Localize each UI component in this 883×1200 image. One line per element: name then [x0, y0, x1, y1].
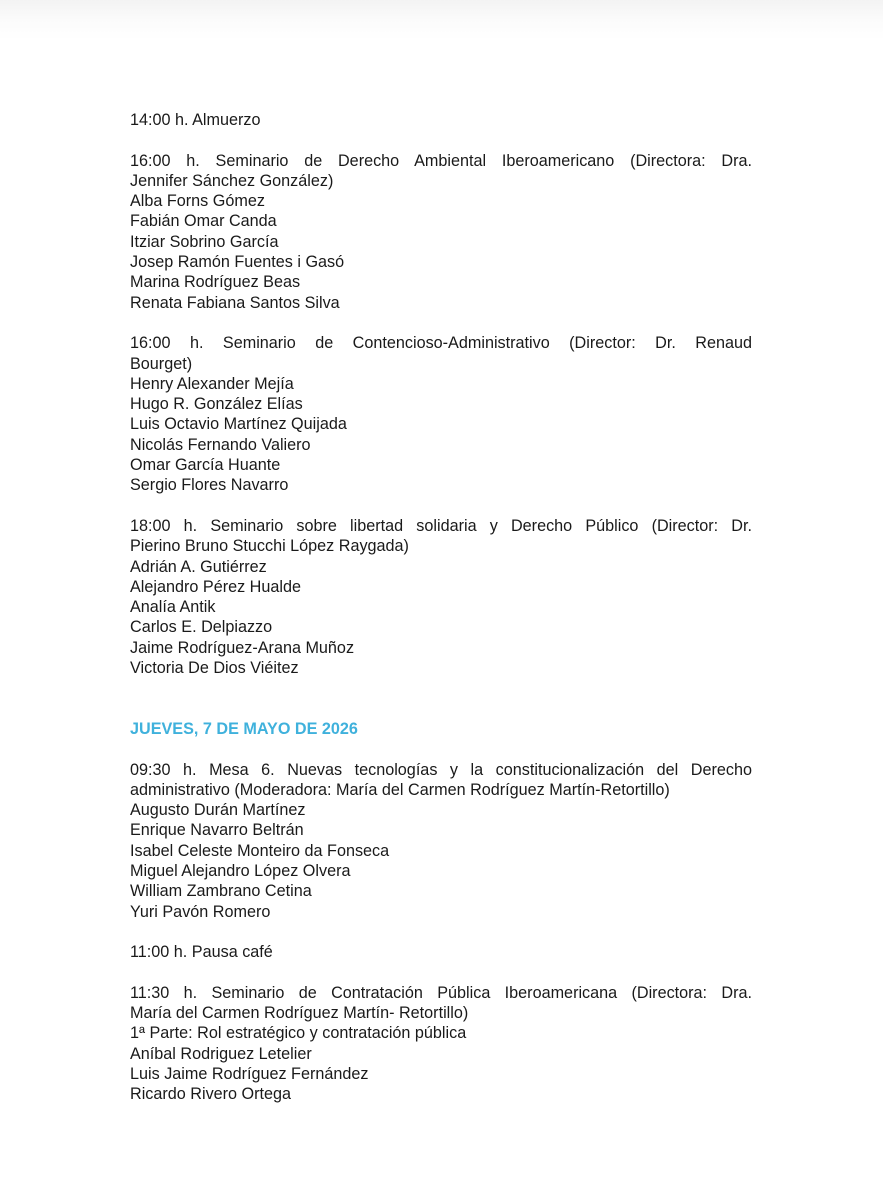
page-top-edge	[0, 0, 883, 40]
day-heading: JUEVES, 7 DE MAYO DE 2026	[130, 719, 358, 738]
agenda-item-line: Aníbal Rodriguez Letelier	[130, 1044, 312, 1063]
agenda-item-title: 18:00 h. Seminario sobre libertad solidaria y Derecho Público (Director: Dr.	[130, 516, 752, 535]
agenda-item	[130, 942, 752, 962]
agenda-item-line: Jennifer Sánchez González)	[130, 171, 334, 190]
agenda-item	[130, 110, 752, 130]
agenda-item-title: 16:00 h. Seminario de Contencioso-Administrativo (Director: Dr. Renaud	[130, 334, 752, 353]
agenda-item-line: Luis Octavio Martínez Quijada	[130, 415, 347, 434]
agenda-item-line: William Zambrano Cetina	[130, 882, 312, 901]
agenda-item-line: Pierino Bruno Stucchi López Raygada)	[130, 537, 409, 556]
agenda-item-title: 14:00 h. Almuerzo	[130, 111, 261, 129]
agenda-item-line: Jaime Rodríguez-Arana Muñoz	[130, 638, 355, 657]
agenda-item-line: Miguel Alejandro López Olvera	[130, 861, 351, 880]
agenda-item	[130, 516, 752, 678]
agenda-item-line: Itziar Sobrino García	[130, 232, 279, 251]
agenda-item	[130, 983, 752, 1105]
agenda-item	[130, 333, 752, 495]
agenda-item-line: Renata Fabiana Santos Silva	[130, 293, 340, 312]
agenda-item-line: Analía Antik	[130, 598, 216, 617]
agenda-item-line: Sergio Flores Navarro	[130, 476, 289, 495]
agenda-item-line: Luis Jaime Rodríguez Fernández	[130, 1064, 369, 1083]
agenda-page	[130, 110, 752, 1125]
agenda-item-title: 16:00 h. Seminario de Derecho Ambiental Iberoamericano (Directora: Dra.	[130, 151, 752, 170]
agenda-item-line: Yuri Pavón Romero	[130, 902, 271, 921]
agenda-section	[130, 110, 752, 678]
agenda-section	[130, 699, 752, 1105]
agenda-item-line: Omar García Huante	[130, 456, 281, 475]
agenda-item	[130, 760, 752, 922]
agenda-item-title: 09:30 h. Mesa 6. Nuevas tecnologías y la constitucionalización del Derecho	[130, 760, 752, 779]
agenda-item-line: Augusto Durán Martínez	[130, 801, 306, 820]
agenda-item-line: Isabel Celeste Monteiro da Fonseca	[130, 841, 390, 860]
agenda-item-line: Ricardo Rivero Ortega	[130, 1085, 292, 1104]
agenda-item-line: Marina Rodríguez Beas	[130, 273, 301, 292]
agenda-item-line: Nicolás Fernando Valiero	[130, 435, 311, 454]
agenda-item-line: Henry Alexander Mejía	[130, 374, 294, 393]
agenda-item-title: 11:00 h. Pausa café	[130, 943, 273, 962]
agenda-item-line: Hugo R. González Elías	[130, 395, 303, 414]
agenda-item-line: Alba Forns Gómez	[130, 192, 265, 211]
agenda-item-line: administrativo (Moderadora: María del Carmen Rodríguez Martín-Retortillo)	[130, 780, 670, 799]
agenda-item-line: María del Carmen Rodríguez Martín- Retortillo)	[130, 1004, 469, 1023]
agenda-item-line: Victoria De Dios Viéitez	[130, 659, 299, 678]
agenda-item-line: Alejandro Pérez Hualde	[130, 577, 301, 596]
agenda-item-line: Carlos E. Delpiazzo	[130, 618, 273, 637]
agenda-item-title: 11:30 h. Seminario de Contratación Pública Iberoamericana (Directora: Dra.	[130, 983, 752, 1002]
agenda-item-line: 1ª Parte: Rol estratégico y contratación pública	[130, 1024, 467, 1043]
agenda-item	[130, 151, 752, 313]
agenda-item-line: Enrique Navarro Beltrán	[130, 821, 304, 840]
agenda-item-line: Adrián A. Gutiérrez	[130, 557, 267, 576]
agenda-item-line: Josep Ramón Fuentes i Gasó	[130, 253, 345, 272]
agenda-item-line: Fabián Omar Canda	[130, 212, 277, 231]
agenda-item-line: Bourget)	[130, 354, 193, 373]
